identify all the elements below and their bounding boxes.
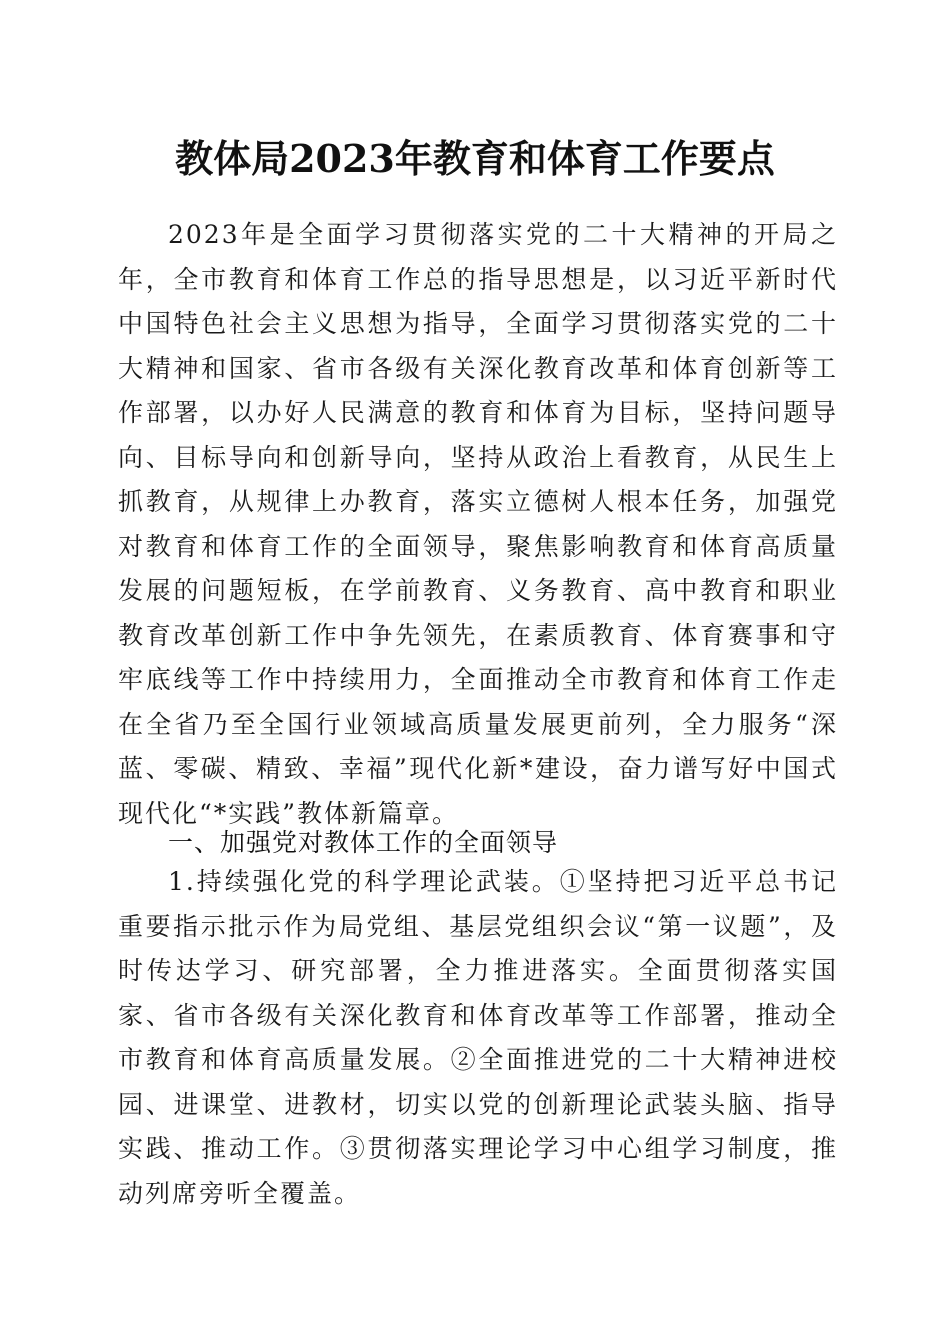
item-1-paragraph: 1.持续强化党的科学理论武装。①坚持把习近平总书记重要指示批示作为局党组、基层党组织会议“第一议题”，及时传达学习、研究部署，全力推进落实。全面贯彻落实国家、省市各级有关深化教育和体育改革等工作部署，推动全市教育和体育高质量发展。②全面推进党的二十大精神进校园、进课堂、进教材，切实以党的创新理论武装头脑、指导实践、推动工作。③贯彻落实理论学习中心组学习制度，推动列席旁听全覆盖。 xyxy=(118,867,838,1208)
section-heading-1: 一、加强党对教体工作的全面领导 xyxy=(168,828,559,857)
intro-paragraph: 2023年是全面学习贯彻落实党的二十大精神的开局之年，全市教育和体育工作总的指导思想是，以习近平新时代中国特色社会主义思想为指导，全面学习贯彻落实党的二十大精神和国家、省市各级有关深化教育改革和体育创新等工作部署，以办好人民满意的教育和体育为目标，坚持问题导向、目标导向和创新导向，坚持从政治上看教育，从民生上抓教育，从规律上办教育，落实立德树人根本任务，加强党对教育和体育工作的全面领导，聚焦影响教育和体育高质量发展的问题短板，在学前教育、义务教育、高中教育和职业教育改革创新工作中争先领先，在素质教育、体育赛事和守牢底线等工作中持续用力，全面推动全市教育和体育工作走在全省乃至全国行业领域高质量发展更前列，全力服务“深蓝、零碳、精致、幸福”现代化新*建设，奋力谱写好中国式现代化“*实践”教体新篇章。 xyxy=(118,220,838,828)
document-title: 教体局2023年教育和体育工作要点 xyxy=(175,136,775,181)
